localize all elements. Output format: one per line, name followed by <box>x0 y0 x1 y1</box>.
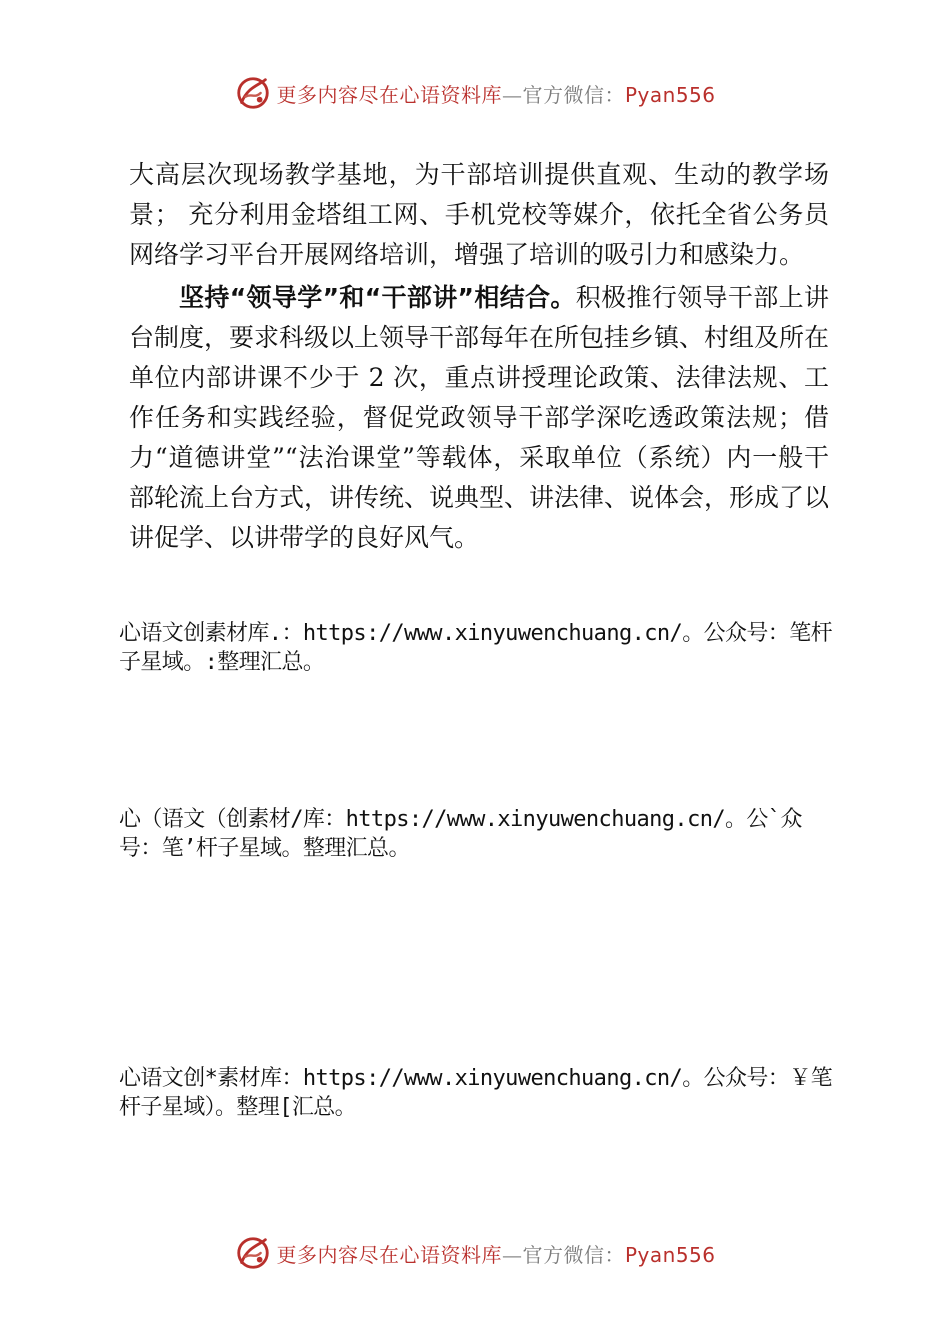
paragraph-lead-heading: 坚持“领导学”和“干部讲”相结合。 <box>179 283 576 312</box>
article-body <box>129 155 829 558</box>
source-note-2: 心（语文（创素材/库：https://www.xinyuwenchuang.cn/。公`众号：笔’杆子星域。整理汇总。 <box>119 807 802 861</box>
banner-main-text: 更多内容尽在心语资料库 <box>276 1242 502 1267</box>
source-note-1: 心语文创素材库.：https://www.xinyuwenchuang.cn/。公众号：笔杆子星域。:整理汇总。 <box>119 621 833 675</box>
banner-wechat-id: Pyan556 <box>624 82 716 107</box>
source-note-3: 心语文创*素材库：https://www.xinyuwenchuang.cn/。公众号：￥笔杆子星域）。整理[汇总。 <box>119 1066 833 1120</box>
banner-dash: — <box>501 82 523 107</box>
footer-watermark-banner <box>0 1231 950 1275</box>
article-paragraph-2 <box>129 278 829 558</box>
banner-wechat-id: Pyan556 <box>624 1242 716 1267</box>
banner-text <box>276 79 715 108</box>
swirl-logo-icon <box>234 1234 272 1272</box>
banner-wechat-label: 官方微信： <box>522 82 625 107</box>
swirl-logo-icon <box>234 74 272 112</box>
banner-text <box>276 1239 715 1268</box>
header-watermark-banner <box>0 71 950 115</box>
paragraph-2-body: 积极推行领导干部上讲台制度，要求科级以上领导干部每年在所包挂乡镇、村组及所在单位内部讲课不少于 2 次，重点讲授理论政策、法律法规、工作任务和实践经验，督促党政领导干部学深吃透政策法规；借力“道德讲堂”“法治课堂”等载体，采取单位（系统）内一般干部轮流上台方式，讲传统、说典型、讲法律、说体会，形成了以讲促学、以讲带学的良好风气。 <box>129 283 830 552</box>
article-paragraph-1: 大高层次现场教学基地，为干部培训提供直观、生动的教学场景； 充分利用金塔组工网、手机党校等媒介，依托全省公务员网络学习平台开展网络培训，增强了培训的吸引力和感染力。 <box>129 160 829 269</box>
banner-main-text: 更多内容尽在心语资料库 <box>276 82 502 107</box>
banner-wechat-label: 官方微信： <box>522 1242 625 1267</box>
banner-dash: — <box>501 1242 523 1267</box>
